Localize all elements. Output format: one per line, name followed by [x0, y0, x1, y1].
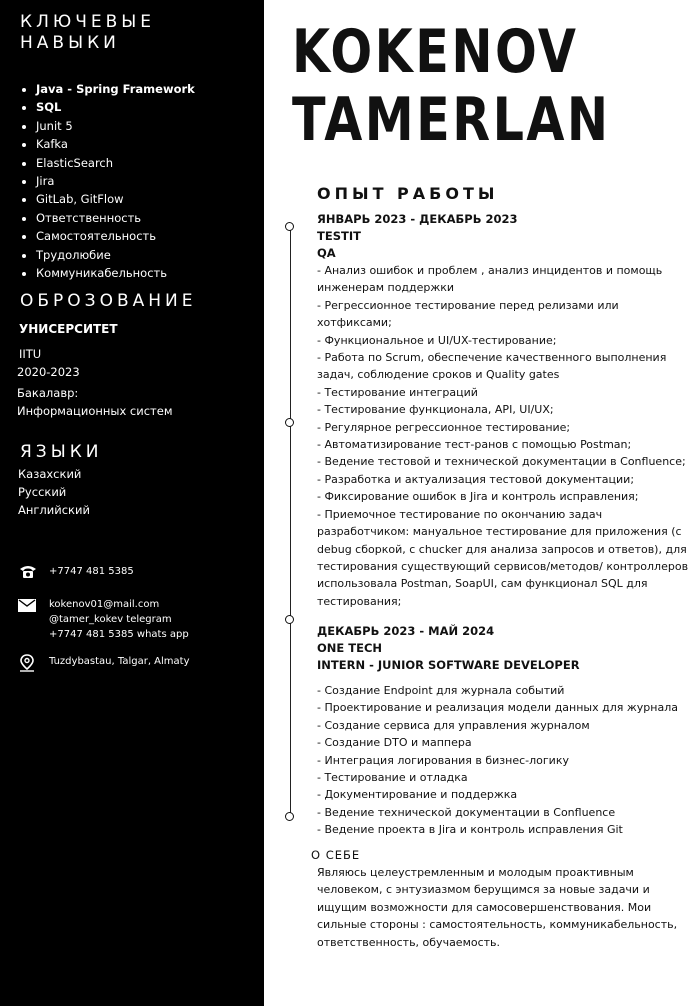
- timeline-dot: [285, 418, 294, 427]
- whatsapp-text[interactable]: +7747 481 5385 whats app: [49, 629, 189, 640]
- skill-item: • Java - Spring Framework: [36, 80, 195, 98]
- duty-item: - Тестирование функционала, API, UI/UX;: [317, 403, 554, 417]
- job-duties: [317, 682, 689, 839]
- contact-address: [18, 654, 190, 670]
- duty-item: - Фиксирование ошибок в Jira и контроль исправления;: [317, 490, 639, 504]
- duty-item: - Тестирование интеграций: [317, 385, 478, 399]
- duty-item: - Регулярное регрессионное тестирование;: [317, 420, 571, 434]
- skill-item: • Junit 5: [36, 117, 195, 135]
- skills-list: [20, 80, 195, 282]
- job-entry: [317, 623, 689, 839]
- timeline-line: [290, 224, 291, 818]
- name-line-1: KOKENOV: [292, 17, 579, 87]
- education-years: 2020-2023: [17, 365, 80, 379]
- skill-item: • Ответственность: [36, 209, 195, 227]
- skill-item: • GitLab, GitFlow: [36, 190, 195, 208]
- telegram-text[interactable]: @tamer_kokev telegram: [49, 614, 172, 625]
- duty-item: - Интеграция логирования в бизнес-логику: [317, 753, 569, 767]
- timeline-dot: [285, 812, 294, 821]
- duty-item: - Регрессионное тестирование перед релизами или хотфиксами;: [317, 298, 619, 330]
- language-item: Английский: [18, 503, 90, 517]
- skill-item: • Jira: [36, 172, 195, 190]
- job-role: QA: [317, 246, 336, 260]
- job-entry: [317, 211, 689, 610]
- duty-item: - Разработка и актуализация тестовой документации;: [317, 472, 635, 486]
- duty-item: - Работа по Scrum, обеспечение качественного выполнения задач, соблюдение сроков и Quality gates: [317, 351, 667, 382]
- duty-item: - Документирование и поддержка: [317, 788, 518, 802]
- mail-icon: [18, 597, 40, 613]
- timeline-dot: [285, 222, 294, 231]
- language-item: Русский: [18, 485, 67, 499]
- contact-lines: [49, 597, 189, 642]
- skill-item: • SQL: [36, 98, 195, 116]
- duty-item: - Автоматизирование тест-ранов с помощью Postman;: [317, 438, 632, 452]
- address-text: Tuzdybastau, Talgar, Almaty: [49, 656, 190, 667]
- candidate-name: [292, 18, 611, 154]
- education-title: УНИСЕРСИТЕТ: [19, 322, 118, 336]
- about-heading: О СЕБЕ: [311, 848, 361, 862]
- education-degree: Бакалавр:: [17, 386, 79, 400]
- sidebar: [0, 0, 264, 1006]
- job-period: ЯНВАРЬ 2023 - ДЕКАБРЬ 2023: [317, 212, 518, 226]
- main-content: [264, 0, 691, 1006]
- education-field: Информационных систем: [17, 404, 173, 418]
- duty-item: - Создание сервиса для управления журналом: [317, 718, 590, 732]
- skill-item: • Kafka: [36, 135, 195, 153]
- job-role: INTERN - JUNIOR SOFTWARE DEVELOPER: [317, 658, 580, 672]
- duty-item: - Ведение проекта в Jira и контроль исправления Git: [317, 823, 623, 837]
- job-company: TESTIT: [317, 229, 361, 243]
- duty-item: - Анализ ошибок и проблем , анализ инцидентов и помощь инженерам поддержки: [317, 264, 663, 295]
- phone-text[interactable]: +7747 481 5385: [49, 566, 134, 577]
- job-duties: [317, 262, 689, 610]
- phone-icon: [18, 564, 40, 580]
- duty-item: - Создание DTO и маппера: [317, 736, 472, 750]
- location-pin-icon: [18, 654, 40, 670]
- duty-item: - Приемочное тестирование по окончанию задач разработчиком: мануальное тестирование для приложения (с debug сборкой, с chucker для анализа запросов и ответов), для тестирования существующий сервисов/методов/ контроллеров использовала Postman, SoapUI, сам функционал SQL для тестирования;: [317, 507, 689, 608]
- duty-item: - Ведение технической документации в Confluence: [317, 805, 616, 819]
- job-company: ONE TECH: [317, 641, 383, 655]
- contact-email: [18, 597, 189, 642]
- education-heading: ОБРОЗОВАНИЕ: [20, 291, 197, 311]
- about-text: Являюсь целеустремленным и молодым проактивным человеком, с энтузиазмом берущимся за новые задачи и ищущим возможности для самосовершенствования. Мои сильные стороны : самостоятельность, коммуникабельность, ответственность, обучаемость.: [317, 866, 678, 949]
- skill-item: • Трудолюбие: [36, 246, 195, 264]
- experience-heading: ОПЫТ РАБОТЫ: [317, 184, 499, 203]
- duty-item: - Создание Endpoint для журнала событий: [317, 684, 565, 697]
- duty-item: - Функциональное и UI/UX-тестирование;: [317, 333, 557, 347]
- contact-phone: [18, 564, 134, 580]
- timeline-dot: [285, 615, 294, 624]
- language-item: Казахский: [18, 467, 82, 481]
- duty-item: - Тестирование и отладка: [317, 771, 468, 785]
- skills-heading: КЛЮЧЕВЫЕ НАВЫКИ: [20, 12, 156, 53]
- languages-heading: ЯЗЫКИ: [20, 442, 103, 462]
- duty-item: - Проектирование и реализация модели данных для журнала: [317, 701, 678, 715]
- email-text[interactable]: kokenov01@mail.com: [49, 599, 160, 610]
- skill-item: • Коммуникабельность: [36, 264, 195, 282]
- job-period: ДЕКАБРЬ 2023 - МАЙ 2024: [317, 624, 495, 638]
- skill-item: • Самостоятельность: [36, 227, 195, 245]
- name-line-2: TAMERLAN: [292, 85, 611, 155]
- skill-item: • ElasticSearch: [36, 154, 195, 172]
- education-school: IITU: [19, 347, 42, 361]
- duty-item: - Ведение тестовой и технической документации в Confluence;: [317, 455, 686, 469]
